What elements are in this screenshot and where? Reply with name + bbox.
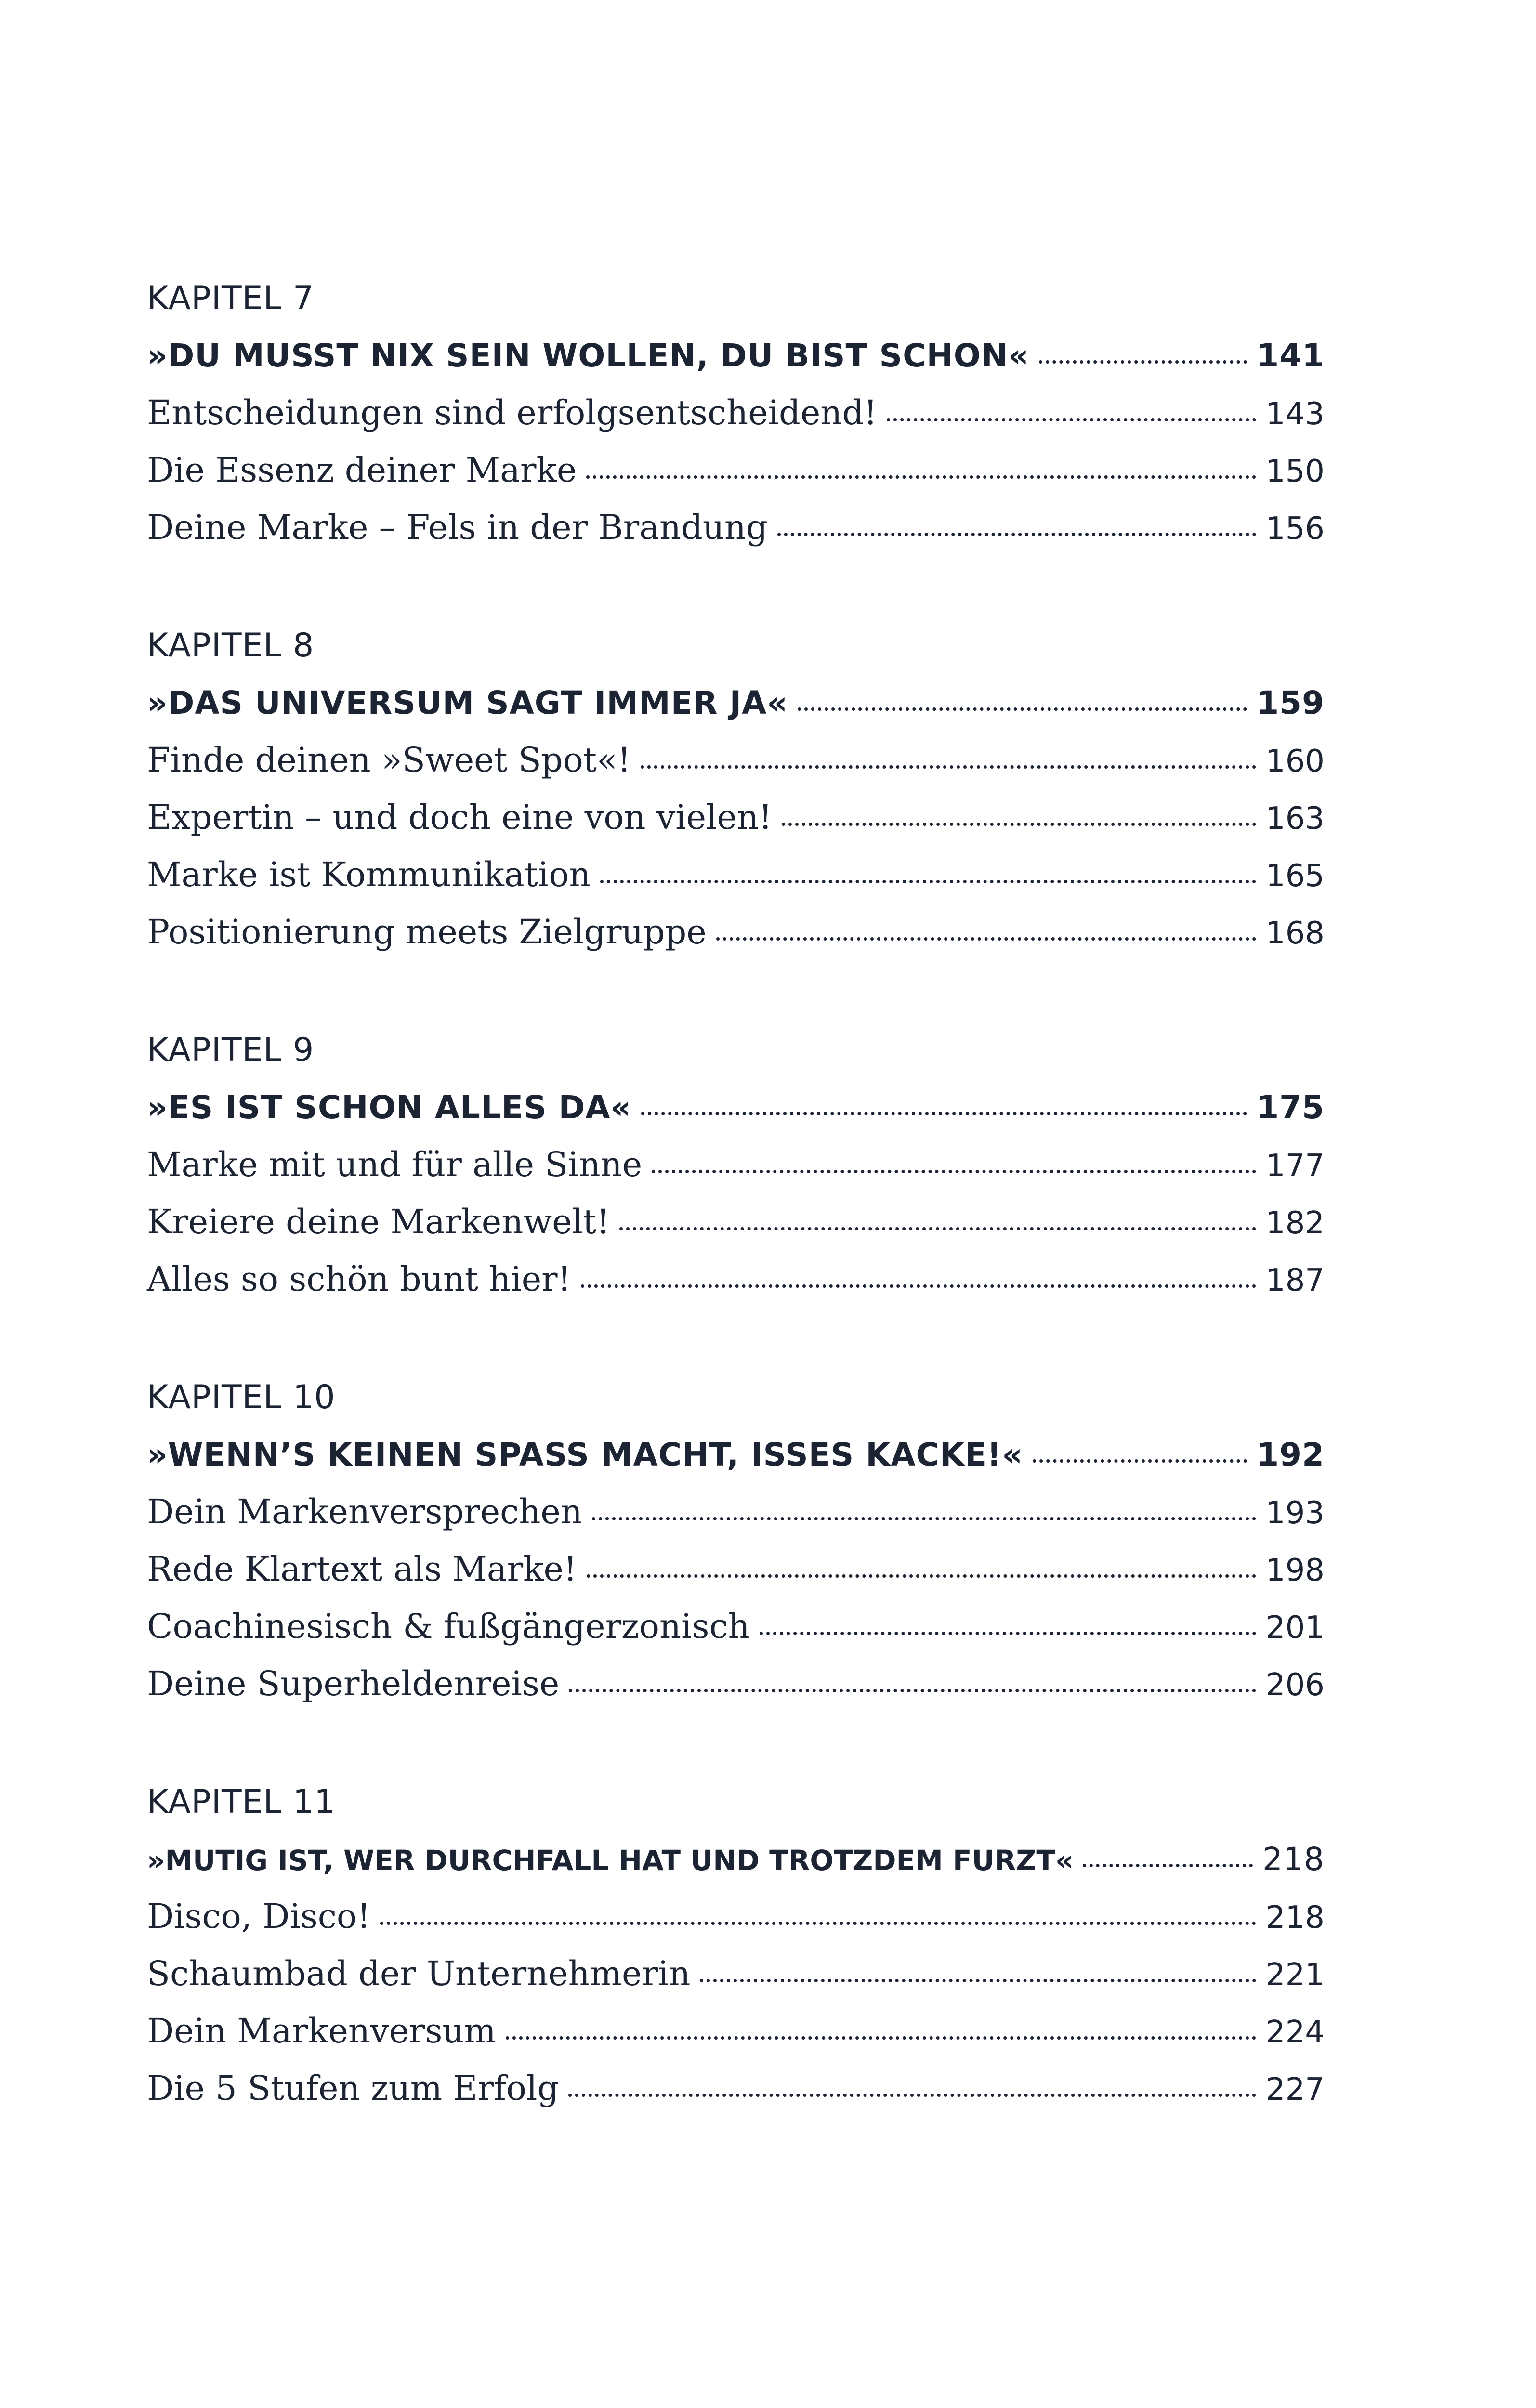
toc-entry [147, 1136, 1325, 1193]
entry-title: Alles so schön bunt hier! [147, 1259, 571, 1299]
page-number: 156 [1265, 511, 1325, 547]
page-number: 206 [1265, 1667, 1325, 1703]
entry-title: Schaumbad der Unternehmerin [147, 1954, 691, 1993]
page-number: 150 [1265, 454, 1325, 489]
chapter-label: KAPITEL 10 [147, 1378, 336, 1416]
entry-title: Deine Marke – Fels in der Brandung [147, 508, 768, 547]
chapter-title-row [147, 1426, 1325, 1483]
page-number: 175 [1257, 1089, 1325, 1126]
dot-leader [887, 418, 1256, 421]
dot-leader [652, 1170, 1256, 1173]
page-number: 198 [1265, 1553, 1325, 1588]
chapter-label: KAPITEL 8 [147, 627, 315, 665]
entry-title: Disco, Disco! [147, 1897, 371, 1936]
entry-title: Finde deinen »Sweet Spot«! [147, 740, 631, 780]
chapter-label: KAPITEL 7 [147, 279, 315, 317]
entry-title: Positionierung meets Zielgruppe [147, 912, 707, 952]
toc-entry [147, 1598, 1325, 1655]
chapter-title-row [147, 1831, 1325, 1888]
toc-entry [147, 789, 1325, 846]
toc-entry [147, 903, 1325, 961]
page-number: 143 [1265, 396, 1325, 432]
chapter-title-row [147, 674, 1325, 732]
page-number: 187 [1265, 1263, 1325, 1298]
page-number: 182 [1265, 1205, 1325, 1241]
page-number: 168 [1265, 916, 1325, 951]
dot-leader [600, 880, 1256, 883]
page-number: 201 [1265, 1610, 1325, 1646]
dot-leader [777, 533, 1256, 536]
toc-entry [147, 1251, 1325, 1308]
entry-title: Die 5 Stufen zum Erfolg [147, 2068, 559, 2108]
toc-entry [147, 384, 1325, 442]
dot-leader [641, 765, 1256, 769]
dot-leader [1083, 1864, 1253, 1867]
toc-entry [147, 1888, 1325, 1945]
chapter-section [147, 1021, 1325, 1308]
chapter-title: »DAS UNIVERSUM SAGT IMMER JA« [147, 684, 788, 721]
chapter-title-row [147, 327, 1325, 384]
toc-entry [147, 1541, 1325, 1598]
dot-leader [1039, 360, 1247, 364]
entry-title: Dein Markenversum [147, 2011, 496, 2051]
chapter-title: »ES IST SCHON ALLES DA« [147, 1089, 632, 1126]
chapter-label: KAPITEL 11 [147, 1783, 336, 1821]
toc-entry [147, 2060, 1325, 2117]
page-number: 165 [1265, 858, 1325, 894]
toc-entry [147, 1483, 1325, 1541]
chapter-title-row [147, 1079, 1325, 1136]
entry-title: Coachinesisch & fußgängerzonisch [147, 1607, 750, 1646]
page-number: 218 [1265, 1900, 1325, 1936]
dot-leader [619, 1227, 1256, 1230]
dot-leader [568, 2094, 1256, 2097]
chapter-section [147, 270, 1325, 556]
chapter-section [147, 1369, 1325, 1713]
dot-leader [586, 475, 1256, 479]
entry-title: Die Essenz deiner Marke [147, 450, 577, 490]
dot-leader [1033, 1459, 1247, 1463]
toc-entry [147, 846, 1325, 903]
entry-title: Dein Markenversprechen [147, 1492, 582, 1531]
dot-leader [760, 1632, 1256, 1635]
toc-entry [147, 1945, 1325, 2002]
entry-title: Deine Superheldenreise [147, 1664, 560, 1703]
chapter-section [147, 1773, 1325, 2117]
chapter-title: »MUTIG IST, WER DURCHFALL HAT UND TROTZDEM FURZT« [147, 1844, 1074, 1877]
page-number: 177 [1265, 1148, 1325, 1184]
toc-entry [147, 1655, 1325, 1713]
dot-leader [592, 1517, 1256, 1520]
dot-leader [380, 1922, 1256, 1925]
chapter-section [147, 617, 1325, 961]
page-number: 160 [1265, 744, 1325, 779]
page-number: 224 [1265, 2015, 1325, 2050]
entry-title: Expertin – und doch eine von vielen! [147, 798, 773, 837]
chapter-title: »WENN’S KEINEN SPASS MACHT, ISSES KACKE!« [147, 1436, 1023, 1473]
dot-leader [569, 1689, 1256, 1692]
toc-entry [147, 2002, 1325, 2060]
chapter-label: KAPITEL 9 [147, 1031, 315, 1069]
toc-entry [147, 732, 1325, 789]
page-number: 193 [1265, 1495, 1325, 1531]
dot-leader [798, 707, 1247, 711]
dot-leader [581, 1284, 1256, 1288]
dot-leader [641, 1112, 1247, 1115]
dot-leader [506, 2036, 1256, 2040]
toc-entry [147, 499, 1325, 556]
page-number: 141 [1257, 337, 1325, 374]
entry-title: Marke mit und für alle Sinne [147, 1145, 643, 1184]
dot-leader [587, 1574, 1256, 1578]
entry-title: Rede Klartext als Marke! [147, 1549, 578, 1589]
entry-title: Entscheidungen sind erfolgsentscheidend! [147, 393, 878, 432]
page-number: 159 [1257, 684, 1325, 721]
table-of-contents [147, 270, 1325, 2178]
entry-title: Kreiere deine Markenwelt! [147, 1202, 610, 1242]
page-number: 218 [1262, 1841, 1325, 1878]
entry-title: Marke ist Kommunikation [147, 855, 591, 894]
toc-entry [147, 442, 1325, 499]
page-number: 227 [1265, 2072, 1325, 2107]
page-number: 221 [1265, 1957, 1325, 1993]
toc-entry [147, 1193, 1325, 1251]
dot-leader [700, 1979, 1256, 1982]
page-number: 163 [1265, 801, 1325, 837]
page-number: 192 [1257, 1436, 1325, 1473]
dot-leader [716, 937, 1256, 941]
chapter-title: »DU MUSST NIX SEIN WOLLEN, DU BIST SCHON« [147, 337, 1029, 374]
dot-leader [782, 823, 1256, 826]
